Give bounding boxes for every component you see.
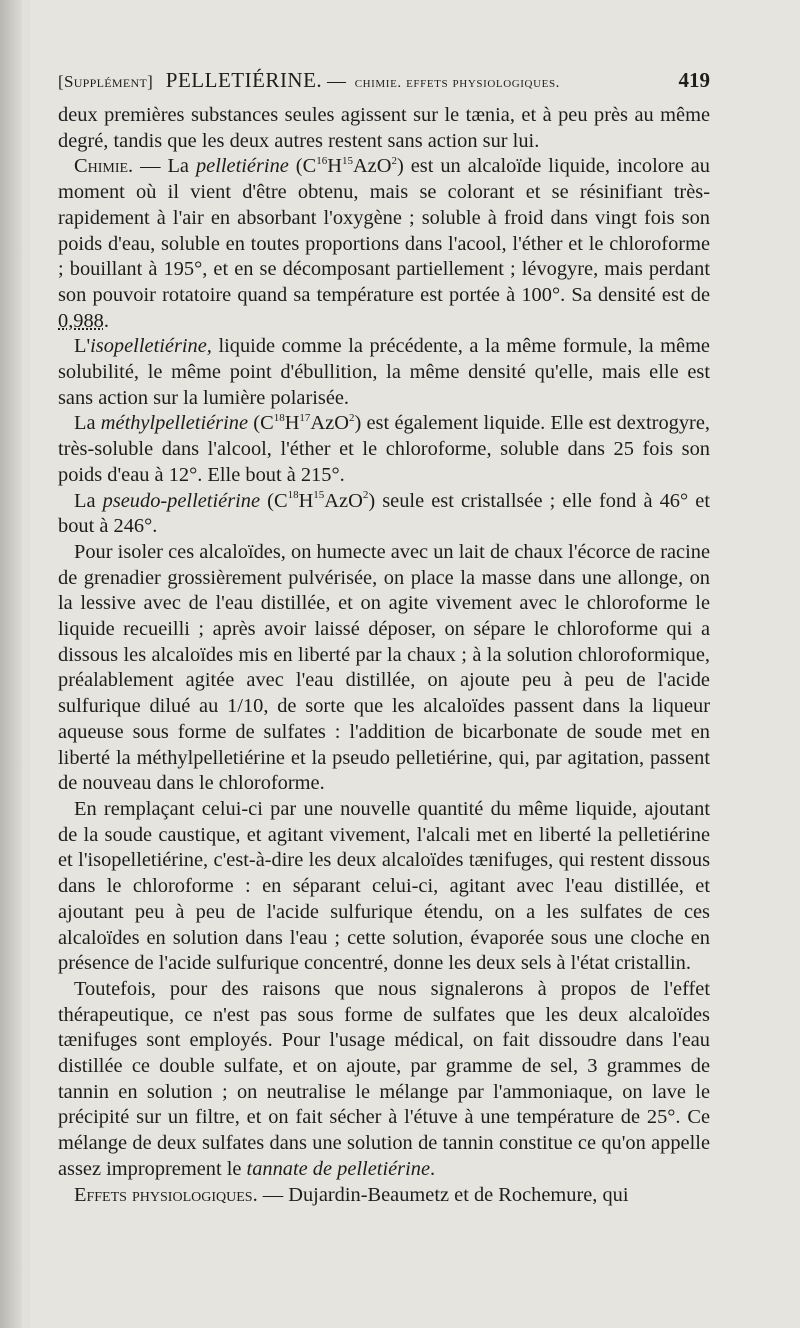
header-subtitle: chimie. effets physiologiques. [354, 75, 561, 91]
term-pelletierine: pelletiérine [195, 155, 289, 178]
paragraph-pseudo-pelletierine: La pseudo-pelletiérine $(C^{18}H^{15}AzO^2)$ seule est cristallsée ; elle fond à 46° et bout à 246°. [58, 488, 710, 538]
body-text [58, 103, 710, 1208]
term-pseudo-pelletierine: pseudo-pelletiérine [102, 489, 261, 512]
section-label-effets: Effets physiologiques. [74, 1183, 258, 1206]
page-number: 419 [678, 68, 710, 92]
paragraph-isopelletierine: L'isopelletiérine, liquide comme la précédente, a la même formule, la même solubilité, le même point d'ébullition, la même densité qu'elle, mais elle est sans action sur la lumière polarisée. [58, 335, 710, 409]
paragraph-chimie: Chimie. — La pelletiérine $(C^{16}H^{15}AzO^2)$ est un alcaloïde liquide, incolore au moment où il vient d'être obtenu, mais se colorant et se résinifiant très-rapidement à l'air en absorbant l'oxygène ; soluble à froid dans vingt fois son poids d'eau, soluble en toutes proportions dans l'acool, l'éther et le chloroforme ; bouillant à 195°, et en se décomposant partiellement ; lévogyre, mais perdant son pouvoir rotatoire quand sa température est portée à 100°. Sa densité est de 0,988. [58, 154, 710, 332]
header-title: PELLETIÉRINE. [165, 68, 323, 92]
paragraph-isolation: Pour isoler ces alcaloïdes, on humecte avec un lait de chaux l'écorce de racine de grenadier grossièrement pulvérisée, on place la masse dans une allonge, on la lessive avec de l'eau distillée, et on agite vivement avec le chloroforme le liquide recueilli ; après avoir laissé déposer, on sépare le chloroforme qui a dissous les alcaloïdes mis en liberté par la chaux ; à la solution chloroformique, préalablement agitée avec l'eau distillée, on ajoute peu à peu de l'acide sulfurique dilué au 1/10, de sorte que les alcaloïdes passent dans la liqueur aqueuse sous forme de sulfates : l'addition de bicarbonate de soude met en liberté la méthylpelletiérine et la pseudo pelletiérine, qui, par agitation, passent de nouveau dans le chloroforme. [58, 540, 710, 795]
section-label-chimie: Chimie. [74, 155, 134, 178]
header-section: [Supplément] [58, 72, 154, 91]
book-gutter [0, 0, 22, 1328]
running-header [58, 68, 710, 98]
header-dash: — [326, 71, 346, 92]
paragraph-effets: Effets physiologiques. — Dujardin-Beaumetz et de Rochemure, qui [74, 1183, 629, 1206]
paragraph-continuation: deux premières substances seules agissent sur le tænia, et à peu près au même degré, tandis que les deux autres restent sans action sur lui. [58, 104, 710, 152]
density-value: 0,988 [58, 309, 104, 332]
paragraph-methylpelletierine: La méthylpelletiérine $(C^{18}H^{17}AzO^2)$ est également liquide. Elle est dextrogyre, très-soluble dans l'alcool, l'éther et le chloroforme, soluble dans 25 fois son poids d'eau à 12°. Elle bout à 215°. [58, 411, 710, 486]
paragraph-replacement: En remplaçant celui-ci par une nouvelle quantité du même liquide, ajoutant de la soude caustique, et agitant vivement, l'alcali met en liberté la pelletiérine et l'isopelletiérine, c'est-à-dire les deux alcaloïdes tænifuges, qui restent dissous dans le chloroforme : en séparant celui-ci, agitant avec l'eau distillée, et ajoutant peu à peu de l'acide sulfurique étendu, on a les sulfates de ces alcaloïdes en solution dans l'eau ; cette solution, évaporée sous une cloche en présence de l'acide sulfurique concentré, donne les deux sels à l'état cristallin. [58, 797, 710, 975]
term-isopelletierine: isopelletiérine, [90, 335, 212, 358]
paragraph-tannate: Toutefois, pour des raisons que nous signalerons à propos de l'effet thérapeutique, ce n'est pas sous forme de sulfates que les deux alcaloïdes tænifuges sont employés. Pour l'usage médical, on fait dissoudre dans l'eau distillée ce double sulfate, et on ajoute, par gramme de sel, 3 grammes de tannin en solution ; on neutralise le mélange par l'ammoniaque, on lave le précipité sur un filtre, et on fait sécher à l'étuve à une température de 25°. Ce mélange de deux sulfates dans une solution de tannin constitue ce qu'on appelle assez improprement le tannate de pelletiérine. [58, 977, 710, 1180]
term-methylpelletierine: méthylpelletiérine [100, 412, 249, 435]
term-tannate: tannate de pelletiérine [246, 1157, 431, 1180]
